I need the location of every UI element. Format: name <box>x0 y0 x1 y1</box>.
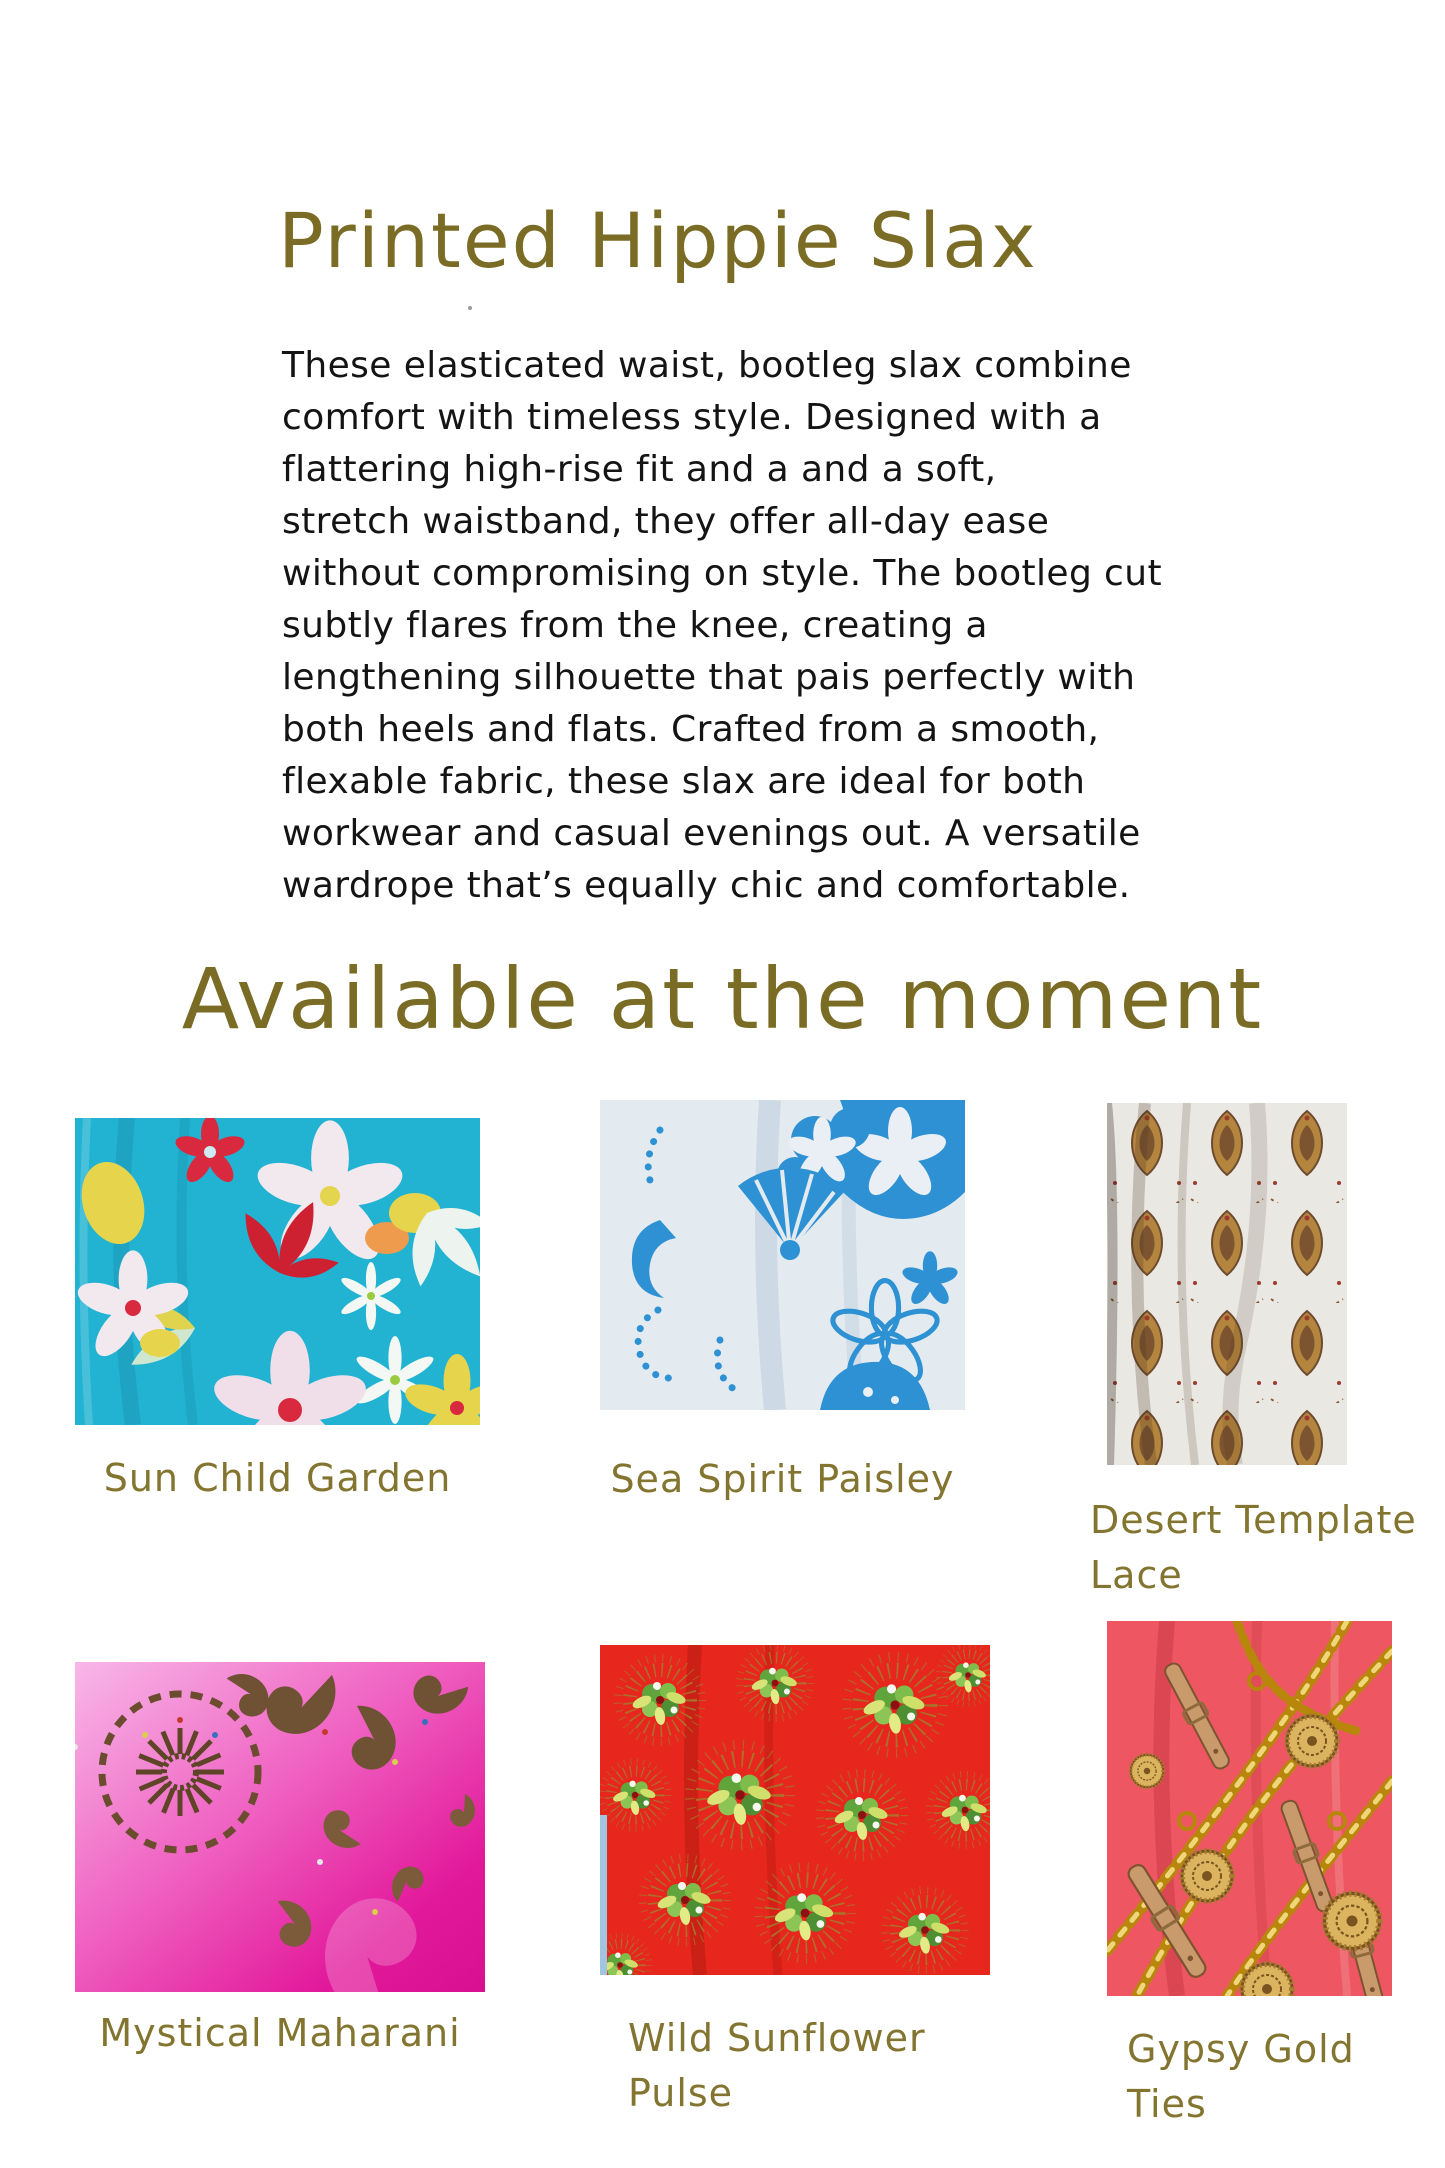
description-line: wardrope that’s equally chic and comfortable. <box>282 865 1131 906</box>
fabric-image-sun-child-garden <box>75 1118 480 1425</box>
description-line: without compromising on style. The bootleg cut <box>282 553 1162 594</box>
tan-paisley-lace-fabric-graphic <box>1107 1103 1347 1465</box>
swatch-wild-sunflower-pulse <box>600 1645 990 2121</box>
description-line: comfort with timeless style. Designed with a <box>282 397 1102 438</box>
swatch-name-label: Desert Template Lace <box>1090 1498 1417 1597</box>
fabric-image-sea-spirit-paisley <box>600 1100 965 1410</box>
fabric-image-wild-sunflower-pulse <box>600 1645 990 1975</box>
page-title: Printed Hippie Slax <box>278 196 1038 285</box>
swatch-gypsy-gold-ties <box>1107 1621 1392 2132</box>
swatch-name-label: Gypsy Gold Ties <box>1127 2027 1355 2126</box>
description-line: flexable fabric, these slax are ideal for both <box>282 761 1086 802</box>
description-line: lengthening silhouette that pais perfectly with <box>282 657 1136 698</box>
description-line: stretch waistband, they offer all-day ease <box>282 501 1050 542</box>
description-line: These elasticated waist, bootleg slax combine <box>282 345 1132 386</box>
section-heading: Available at the moment <box>181 950 1264 1048</box>
turquoise-floral-fabric-graphic <box>75 1118 480 1425</box>
description-line: subtly flares from the knee, creating a <box>282 605 988 646</box>
swatch-desert-template-lace <box>1090 1103 1417 1603</box>
red-flower-burst-fabric-graphic <box>600 1645 990 1975</box>
coral-gold-chain-fabric-graphic <box>1107 1621 1392 1996</box>
description-line: both heels and flats. Crafted from a smooth, <box>282 709 1100 750</box>
description-line: flattering high-rise fit and a and a soft, <box>282 449 997 490</box>
swatch-name-label: Mystical Maharani <box>99 2011 461 2055</box>
swatch-sea-spirit-paisley <box>600 1100 965 1507</box>
pink-paisley-fabric-graphic <box>75 1662 485 1992</box>
swatch-sun-child-garden <box>75 1118 480 1506</box>
fabric-image-gypsy-gold-ties <box>1107 1621 1392 1996</box>
swatch-name-label: Sea Spirit Paisley <box>610 1457 955 1501</box>
swatch-mystical-maharani <box>75 1662 485 2061</box>
blue-paisley-fabric-graphic <box>600 1100 965 1410</box>
swatch-name-label: Wild Sunflower Pulse <box>628 2016 926 2115</box>
description-line: workwear and casual evenings out. A versatile <box>282 813 1141 854</box>
product-description <box>282 340 1162 912</box>
swatch-name-label: Sun Child Garden <box>103 1456 452 1500</box>
fabric-image-desert-template-lace <box>1107 1103 1347 1465</box>
fabric-image-mystical-maharani <box>75 1662 485 1992</box>
speck-artifact <box>468 306 472 310</box>
